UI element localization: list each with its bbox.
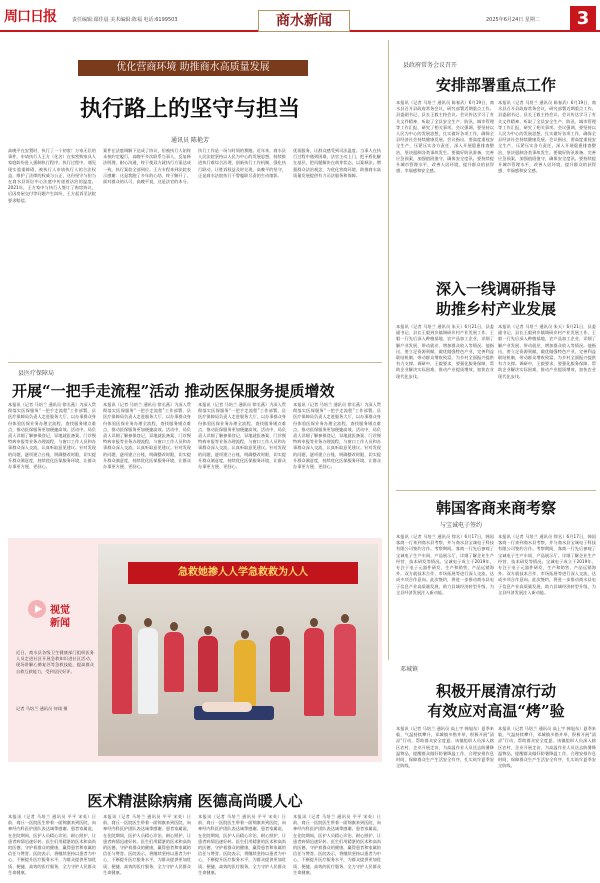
meeting-text: 本报讯（记者 马培兰 通讯员 陈春武）6月19日，商水县召开县政府常务会议，研究部署近期重点工作。县委副书记、县长王毅主持会议。会议传达学习了有关文件精神，听取了全县安全生产、防汛、城市管理等工作汇报，研究了相关事项。会议强调，要坚持以人民为中心的发展思想，扎实做好各项工作，确保全县经济社会持续健康发展。会议指出，要高度重视安全生产，压紧压实各方责任，深入开展隐患排查整治，坚决遏制各类事故发生。要做好防汛准备，完善应急预案，加强值班值守，确保安全度汛。要持续提升城市管理水平，改善人居环境，提升群众的获得感、幸福感和安全感。 xyxy=(396,100,494,174)
main-story-column-4: 优质服务，让群众感受到司法温度。当事人在执行过程中遇到困难，法官主动上门，把矛盾化解在基层，把问题解决在萌芽状态，以案释法，增强群众法治观念，为优化营商环境、助推商水高质量发展提供有力司法服务和保障。 xyxy=(293,148,381,178)
person-head xyxy=(170,622,178,631)
person-figure xyxy=(112,624,132,714)
main-headline: 执行路上的坚守与担当 xyxy=(79,96,300,122)
main-story-column-2: 案件在法庭调解下达成了协议，但被执行人始终未按约定履行，高晚平多次联系当事人，反复释法明理，耐心沟通，终于使双方就执行方案达成一致，执行案款全部到位。王方专程来到法院表示感谢：这是我跑了多年的心结，终于解开了。面对群众的认可，高晚平说，这是法官的本分。 xyxy=(103,148,191,185)
medical-text-col4: 本报讯（记者 马培兰 通讯员 徐丞燕）为深入贯彻落实医保服务“一把手走流程”工作部署，县医疗保障局负责人走进服务大厅，以办事群众身份体验医保业务办理全流程，查找服务堵点难点，推动医保服务更加便捷高效。活动中，局负责人详细了解参保登记、异地就医备案、门诊慢特病申报等业务办理流程，与窗口工作人员和办事群众深入交流，认真听取意见建议。针对发现的问题，逐项建立台账，明确整改时限，切实提升群众满意度，持续优化医保服务环境，让群众办事更方便、更舒心。 xyxy=(293,402,381,470)
research-text-col2: 本报讯（记者 马培兰 通讯员 朱天）6月21日，县委副书记、县长王毅到乡镇调研乡村产业发展工作。王毅一行先后深入种植基地、农产品加工企业，详细了解产业发展、带动就业、增加群众收入等情况。他指出，要立足资源禀赋，做优做强特色产业，完善利益联结机制，带动群众增收致富，为乡村全面振兴提供有力支撑。调研中，王毅要求，要强化服务保障，帮助企业解决实际困难，推动产业提质增效，加快农业现代化步伐。 xyxy=(498,324,596,379)
person-figure xyxy=(304,628,324,716)
section-title: 商水新闻 xyxy=(258,10,350,32)
video-tag-line1: 视觉 xyxy=(50,605,70,616)
person-head xyxy=(204,626,212,635)
medical-headline: 开展“一把手走流程”活动 推动医保服务提质增效 xyxy=(12,382,335,400)
first-aid-photo xyxy=(98,544,378,756)
meeting-text-col2: 本报讯（记者 马培兰 通讯员 陈春武）6月19日，商水县召开县政府常务会议，研究部署近期重点工作。县委副书记、县长王毅主持会议。会议传达学习了有关文件精神，听取了全县安全生产、防汛、城市管理等工作汇报，研究了相关事项。会议强调，要坚持以人民为中心的发展思想，扎实做好各项工作，确保全县经济社会持续健康发展。会议指出，要高度重视安全生产，压紧压实各方责任，深入开展隐患排查整治，坚决遏制各类事故发生。要做好防汛准备，完善应急预案，加强值班值守，确保安全度汛。要持续提升城市管理水平，改善人居环境，提升群众的获得感、幸福感和安全感。 xyxy=(498,100,596,174)
meeting-kicker: 县政府常务会议召开 xyxy=(403,62,458,69)
doctors-text-col3: 本报讯（记者 马培兰 通讯员 平平 宋英）日前，商丘一医院医生带着一面锦旗来到医院，向神经内科医护团队表达诚挚感谢。患者家属说，在住院期间，医护人员精心诊治、耐心照护，让患者病情迅速好转。医生们用精湛的医术和高尚的医德，守护着群众的健康，赢得患者和家属的信任与赞誉。医院表示，将继续坚持以患者为中心，不断提升医疗服务水平，为群众提供更加优质、便捷、高效的医疗服务，全力守护人民群众生命健康。 xyxy=(198,814,286,875)
medical-text-col3: 本报讯（记者 马培兰 通讯员 徐丞燕）为深入贯彻落实医保服务“一把手走流程”工作部署，县医疗保障局负责人走进服务大厅，以办事群众身份体验医保业务办理全流程，查找服务堵点难点，推动医保服务更加便捷高效。活动中，局负责人详细了解参保登记、异地就医备案、门诊慢特病申报等业务办理流程，与窗口工作人员和办事群众深入交流，认真听取意见建议。针对发现的问题，逐项建立台账，明确整改时限，切实提升群众满意度，持续优化医保服务环境，让群众办事更方便、更舒心。 xyxy=(198,402,286,470)
cleanup-text-col2: 本报讯（记者 马培兰 通讯员 高上宇 韩旭东）夏季来临，气温持续攀升，邓城镇多措并举，积极开展“清凉”行动，帮助群众安全度夏。该镇组织人员深入辖区农村、企业开展走访，为高温作业人员送去防暑降温物品，提醒群众做好防暑降温工作，合理安排作息时间，保障群众生产生活安全有序，扎实筑牢夏季安全防线。 xyxy=(498,726,596,769)
person-head xyxy=(341,614,349,623)
photo-caption: 近日，商水县各级卫生健康部门组织医务人员走进社区开展急救知识进社区活动，现场讲解心肺复苏等急救技能，提高群众自救互救能力，受到居民好评。 xyxy=(16,650,94,674)
horizontal-rule xyxy=(396,490,596,491)
medical-text-col2: 本报讯（记者 马培兰 通讯员 徐丞燕）为深入贯彻落实医保服务“一把手走流程”工作部署，县医疗保障局负责人走进服务大厅，以办事群众身份体验医保业务办理全流程，查找服务堵点难点，推动医保服务更加便捷高效。活动中，局负责人详细了解参保登记、异地就医备案、门诊慢特病申报等业务办理流程，与窗口工作人员和办事群众深入交流，认真听取意见建议。针对发现的问题，逐项建立台账，明确整改时限，切实提升群众满意度，持续优化医保服务环境，让群众办事更方便、更舒心。 xyxy=(103,402,191,470)
korea-text-col2: 本报讯（记者 马培兰 通讯员 徐丞）6月17日，韩国客商一行来到商水县考察，并与商水县宝诚电子科技有限公司签约合作。考察期间，客商一行先后参观了宝诚电子生产车间、产品展示厅，详细了解企业生产经营、技术研发等情况。宝诚电子成立于2019年，专注于电子元器件研发、生产和销售，产品远销海外。双方就技术合作、市场拓展等进行深入交流，达成多项合作意向。此次签约，将进一步推动商水县电子信息产业高质量发展，助力县域经济转型升级，为全县经济发展注入新动能。 xyxy=(498,534,596,595)
main-story-column-3: 执行工作是一场与时间的赛跑。近年来，商水县人民法院坚持以人民为中心的发展思想，持续推进执行难综合治理，创新执行工作机制，强化执行联动，让胜诉权益及时兑现，高晚平的坚守，正是商水法院执行干警履职尽责的生动缩影。 xyxy=(198,148,286,178)
person-head xyxy=(241,630,249,639)
cleanup-headline-line2: 有效应对高温“烤”验 xyxy=(427,702,565,720)
person-figure xyxy=(334,624,356,716)
person-figure xyxy=(164,632,184,692)
video-tag-line2: 新闻 xyxy=(50,618,70,629)
person-figure xyxy=(234,640,256,710)
medical-kicker: 县医疗保障局 xyxy=(18,370,55,377)
doctors-headline: 医术精湛除病痛 医德高尚暖人心 xyxy=(87,792,303,810)
doctors-text-col2: 本报讯（记者 马培兰 通讯员 平平 宋英）日前，商丘一医院医生带着一面锦旗来到医院，向神经内科医护团队表达诚挚感谢。患者家属说，在住院期间，医护人员精心诊治、耐心照护，让患者病情迅速好转。医生们用精湛的医术和高尚的医德，守护着群众的健康，赢得患者和家属的信任与赞誉。医院表示，将继续坚持以患者为中心，不断提升医疗服务水平，为群众提供更加优质、便捷、高效的医疗服务，全力守护人民群众生命健康。 xyxy=(103,814,191,875)
person-head xyxy=(118,614,126,623)
photo-credit: 记者 马培兰 通讯员 何翊 摄 xyxy=(16,706,68,711)
cpr-mannequin xyxy=(202,702,252,712)
doctors-text-col1: 本报讯（记者 马培兰 通讯员 平平 宋英）日前，商丘一医院医生带着一面锦旗来到医院，向神经内科医护团队表达诚挚感谢。患者家属说，在住院期间，医护人员精心诊治、耐心照护，让患者病情迅速好转。医生们用精湛的医术和高尚的医德，守护着群众的健康，赢得患者和家属的信任与赞誉。医院表示，将继续坚持以患者为中心，不断提升医疗服务水平，为群众提供更加优质、便捷、高效的医疗服务，全力守护人民群众生命健康。 xyxy=(8,814,96,875)
research-text: 本报讯（记者 马培兰 通讯员 朱天）6月21日，县委副书记、县长王毅到乡镇调研乡村产业发展工作。王毅一行先后深入种植基地、农产品加工企业，详细了解产业发展、带动就业、增加群众收入等情况。他指出，要立足资源禀赋，做优做强特色产业，完善利益联结机制，带动群众增收致富，为乡村全面振兴提供有力支撑。调研中，王毅要求，要强化服务保障，帮助企业解决实际困难，推动产业提质增效，加快农业现代化步伐。 xyxy=(396,324,494,379)
cleanup-text: 本报讯（记者 马培兰 通讯员 高上宇 韩旭东）夏季来临，气温持续攀升，邓城镇多措并举，积极开展“清凉”行动，帮助群众安全度夏。该镇组织人员深入辖区农村、企业开展走访，为高温作业人员送去防暑降温物品，提醒群众做好防暑降温工作，合理安排作息时间，保障群众生产生活安全有序，扎实筑牢夏季安全防线。 xyxy=(396,726,494,769)
research-headline-line1: 深入一线调研指导 xyxy=(435,280,556,298)
cleanup-kicker: 邓城镇 xyxy=(400,666,419,673)
person-head xyxy=(276,626,284,635)
korea-subtitle: 与宝诚电子签约 xyxy=(440,522,483,529)
person-figure xyxy=(198,636,218,692)
play-triangle-icon xyxy=(35,605,42,613)
person-figure xyxy=(138,628,158,714)
doctors-text-col4: 本报讯（记者 马培兰 通讯员 平平 宋英）日前，商丘一医院医生带着一面锦旗来到医院，向神经内科医护团队表达诚挚感谢。患者家属说，在住院期间，医护人员精心诊治、耐心照护，让患者病情迅速好转。医生们用精湛的医术和高尚的医德，守护着群众的健康，赢得患者和家属的信任与赞誉。医院表示，将继续坚持以患者为中心，不断提升医疗服务水平，为群众提供更加优质、便捷、高效的医疗服务，全力守护人民群众生命健康。 xyxy=(293,814,381,875)
medical-text-col1: 本报讯（记者 马培兰 通讯员 徐丞燕）为深入贯彻落实医保服务“一把手走流程”工作部署，县医疗保障局负责人走进服务大厅，以办事群众身份体验医保业务办理全流程，查找服务堵点难点，推动医保服务更加便捷高效。活动中，局负责人详细了解参保登记、异地就医备案、门诊慢特病申报等业务办理流程，与窗口工作人员和办事群众深入交流，认真听取意见建议。针对发现的问题，逐项建立台账，明确整改时限，切实提升群众满意度，持续优化医保服务环境，让群众办事更方便、更舒心。 xyxy=(8,402,96,470)
person-figure xyxy=(270,636,290,692)
korea-headline: 韩国客商来商考察 xyxy=(435,499,556,517)
person-head xyxy=(144,618,152,627)
issue-date: 2025年6月24日 星期二 xyxy=(486,17,540,23)
research-headline-line2: 助推乡村产业发展 xyxy=(435,300,556,318)
main-story-column-1: 高晚平在安置时，执行了一个初衷！万家无讼的事件，申请执行人王方（化名）在家营购家具人家庭纠纷进入强制执行程序。执行过程中，遇见现实重重障碍，被执行人申请执行人的合法权益，维护了法律的权威与公正，这份坚守与担当在商水县诉讼中心法庭中传递着法治的温度。2021年，王方家中与执行人签订了购房协议，后因房屋交付等问题产生纠纷，王方起诉至法院要求赔偿。 xyxy=(8,148,96,203)
column-divider xyxy=(388,40,389,660)
newspaper-logo: 周口日报 xyxy=(4,9,56,25)
photo-banner-sign: 急救她掺人人学急救救为人人 xyxy=(128,562,358,584)
person-head xyxy=(310,618,318,627)
editor-credits: 责任编辑:鄢佳晨 美术编辑:陈福 电话:6199503 xyxy=(72,17,178,23)
theme-banner: 优化营商环境 助推商水高质量发展 xyxy=(78,60,308,76)
meeting-headline: 安排部署重点工作 xyxy=(435,76,556,94)
cleanup-headline-line1: 积极开展清凉行动 xyxy=(435,682,556,700)
main-byline: 通讯员 陈艳芳 xyxy=(171,137,209,144)
horizontal-rule xyxy=(8,362,382,363)
korea-text: 本报讯（记者 马培兰 通讯员 徐丞）6月17日，韩国客商一行来到商水县考察，并与商水县宝诚电子科技有限公司签约合作。考察期间，客商一行先后参观了宝诚电子生产车间、产品展示厅，详细了解企业生产经营、技术研发等情况。宝诚电子成立于2019年，专注于电子元器件研发、生产和销售，产品远销海外。双方就技术合作、市场拓展等进行深入交流，达成多项合作意向。此次签约，将进一步推动商水县电子信息产业高质量发展，助力县域经济转型升级，为全县经济发展注入新动能。 xyxy=(396,534,494,595)
page-number: 3 xyxy=(570,6,596,32)
